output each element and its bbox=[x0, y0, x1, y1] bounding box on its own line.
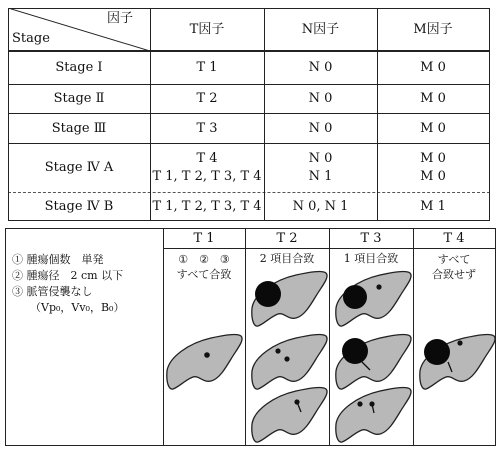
n-value: N 1 bbox=[308, 169, 333, 184]
small-tumor-dot bbox=[204, 352, 210, 358]
liver-t3-large-invasion bbox=[336, 335, 411, 390]
n-value: N 0 bbox=[308, 60, 333, 76]
t-value: T 4 bbox=[196, 151, 218, 167]
liver-t3-multiple-invasion bbox=[336, 388, 411, 443]
n-value: N 0 bbox=[308, 91, 333, 107]
t1-desc-line: ① ② ③ bbox=[178, 253, 230, 267]
large-tumor-mass bbox=[255, 281, 281, 307]
m-value: M 0 bbox=[420, 169, 446, 184]
t1-desc-line: すべて合致 bbox=[176, 268, 232, 281]
n-value: N 0 bbox=[308, 151, 333, 167]
liver-t2-multiple bbox=[252, 335, 327, 390]
m-value: M 0 bbox=[420, 60, 446, 76]
criterion-3-detail: （Vp₀，Vv₀，B₀） bbox=[30, 301, 125, 314]
criterion-3: ③ 脈管侵襲なし bbox=[12, 285, 93, 298]
t-value: T 3 bbox=[196, 120, 218, 136]
t-value: T 1, T 2, T 3, T 4 bbox=[152, 198, 262, 214]
m-value: M 0 bbox=[420, 91, 446, 107]
liver-t1 bbox=[167, 335, 242, 390]
col-header-n: N因子 bbox=[301, 21, 340, 37]
t2-description: 2 項目合致 bbox=[259, 251, 315, 265]
factor-header-label: 因子 bbox=[106, 11, 133, 27]
criterion-1: ① 腫瘍個数 単発 bbox=[12, 253, 104, 266]
col-header-m: M因子 bbox=[413, 21, 453, 37]
t2-header: T 2 bbox=[276, 230, 298, 246]
t3-header: T 3 bbox=[360, 230, 382, 246]
t-value: T 2 bbox=[196, 91, 218, 107]
stage-header-label: Stage bbox=[12, 31, 50, 47]
t-value: T 1, T 2, T 3, T 4 bbox=[152, 169, 262, 184]
stage-label: Stage Ⅰ bbox=[55, 60, 103, 76]
stage-label: Stage Ⅳ B bbox=[44, 198, 114, 214]
stage-label: Stage Ⅳ A bbox=[44, 160, 114, 176]
t-value: T 1 bbox=[196, 60, 218, 76]
t4-desc-line: すべて bbox=[437, 253, 471, 267]
liver-t3-large-multiple bbox=[336, 272, 411, 327]
liver-t2-invasion bbox=[252, 388, 327, 443]
t3-description: 1 項目合致 bbox=[343, 251, 399, 265]
liver-t4 bbox=[420, 335, 495, 390]
m-value: M 0 bbox=[420, 151, 446, 167]
liver-t2-large bbox=[252, 272, 327, 327]
t4-header: T 4 bbox=[443, 230, 465, 246]
t4-desc-line: 合致せず bbox=[432, 268, 476, 281]
stage-label: Stage Ⅱ bbox=[53, 91, 105, 107]
t1-header: T 1 bbox=[193, 230, 215, 246]
criterion-2: ② 腫瘍径 2 cm 以下 bbox=[12, 269, 124, 282]
n-value: N 0 bbox=[308, 120, 333, 136]
m-value: M 0 bbox=[420, 120, 446, 136]
n-value: N 0, N 1 bbox=[292, 198, 349, 214]
m-value: M 1 bbox=[420, 198, 446, 214]
col-header-t: T因子 bbox=[189, 21, 225, 37]
stage-label: Stage Ⅲ bbox=[51, 120, 107, 136]
